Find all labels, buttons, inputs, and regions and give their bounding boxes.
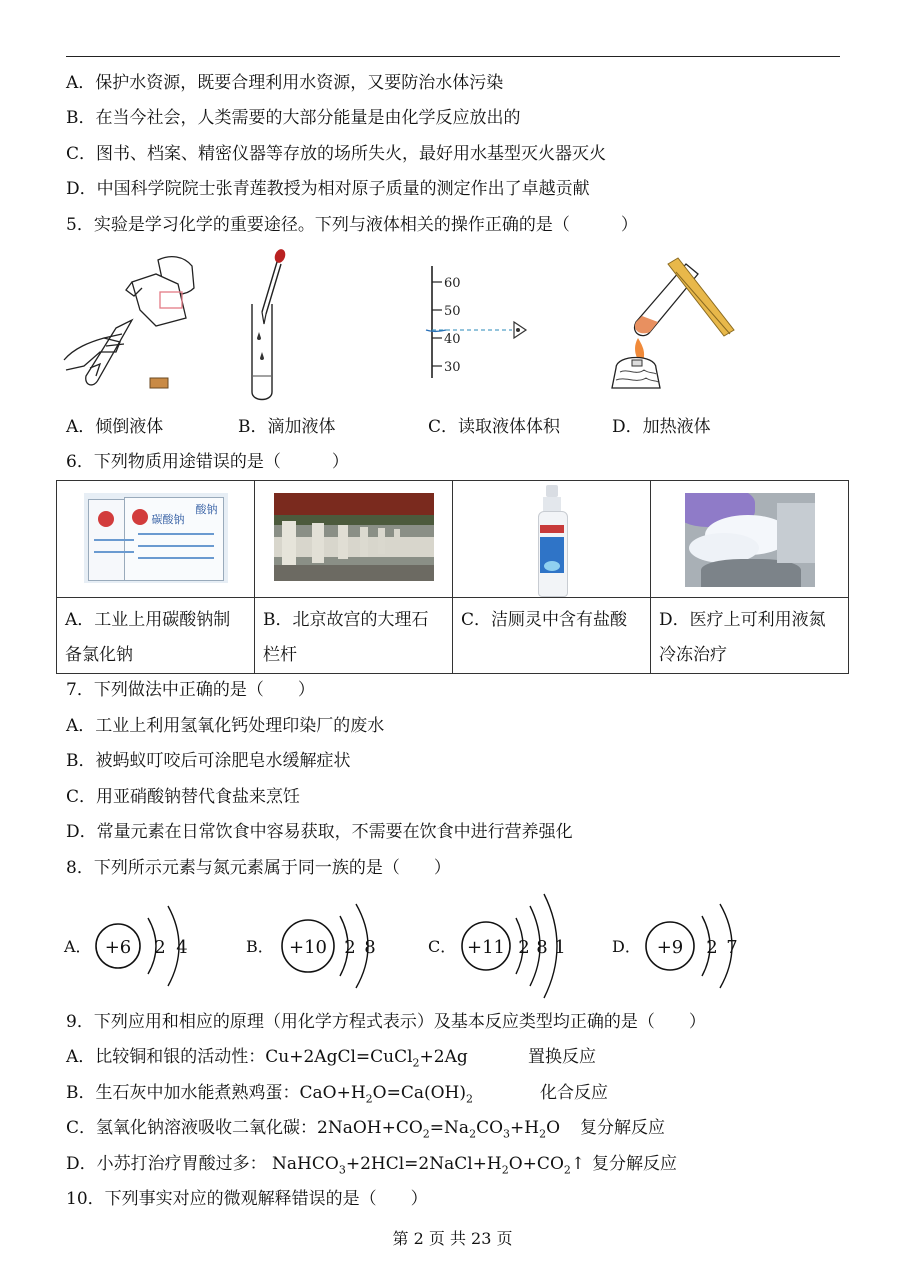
q9-option-b-equation: B．生石灰中加水能煮熟鸡蛋：CaO+H bbox=[66, 1083, 366, 1103]
atom-diagram-d bbox=[610, 898, 760, 994]
q5-option-d: D．加热液体 bbox=[612, 417, 711, 437]
atom-c-label: C． bbox=[428, 937, 457, 956]
q6-stem: 6．下列物质用途错误的是（ ） bbox=[66, 452, 349, 472]
atom-b-label: B． bbox=[246, 937, 274, 956]
q9-option-d-type: 复分解反应 bbox=[592, 1154, 677, 1174]
q7-option-c: C．用亚硝酸钠替代食盐来烹饪 bbox=[66, 787, 301, 807]
q9-option-a-equation: A．比较铜和银的活动性：Cu+2AgCl=CuCl bbox=[66, 1047, 413, 1067]
q6-image-cell-a bbox=[57, 481, 255, 598]
q4-option-b: B．在当今社会，人类需要的大部分能量是由化学反应放出的 bbox=[66, 108, 521, 128]
q9-option-c: C．氢氧化钠溶液吸收二氧化碳：$2NaOH+CO_2=Na_2CO_3+H_2O$ bbox=[66, 1118, 561, 1141]
q9-option-a: A．比较铜和银的活动性：Cu+2AgCl=CuCl$_2$+2Ag bbox=[66, 1047, 468, 1070]
q9-option-c-type: 复分解反应 bbox=[580, 1118, 665, 1138]
heating-liquid-figure bbox=[606, 256, 736, 396]
q6-option-a: A．工业上用碳酸钠制备氯化钠 bbox=[57, 598, 255, 674]
q9-option-b: B．生石灰中加水能煮熟鸡蛋：$CaO+H_2O=Ca(OH)_2$ bbox=[66, 1083, 474, 1106]
q5-option-c: C．读取液体体积 bbox=[428, 417, 561, 437]
q5-option-a: A．倾倒液体 bbox=[66, 417, 164, 437]
atom-d-label: D． bbox=[612, 937, 641, 956]
atom-b-nucleus: +10 bbox=[289, 937, 327, 958]
cylinder-tick-30: 30 bbox=[444, 360, 461, 375]
q5-stem: 5．实验是学习化学的重要途径。下列与液体相关的操作正确的是（ ） bbox=[66, 215, 638, 235]
atom-c-nucleus: +11 bbox=[467, 937, 505, 958]
atom-d-shell-2: 7 bbox=[726, 937, 738, 958]
page-footer: 第 2 页 共 23 页 bbox=[392, 1229, 513, 1248]
liquid-nitrogen-image bbox=[685, 493, 815, 587]
q6-option-c: C．洁厕灵中含有盐酸 bbox=[453, 598, 651, 674]
graduated-cylinder-figure bbox=[422, 266, 532, 384]
q9-stem: 9．下列应用和相应的原理（用化学方程式表示）及基本反应类型均正确的是（ ） bbox=[66, 1012, 706, 1032]
q4-option-a: A．保护水资源，既要合理利用水资源，又要防治水体污染 bbox=[66, 73, 504, 93]
q9-option-b-type: 化合反应 bbox=[540, 1083, 608, 1103]
q6-option-b: B．北京故宫的大理石栏杆 bbox=[255, 598, 453, 674]
q9-option-d-equation: D．小苏打治疗胃酸过多： NaHCO bbox=[66, 1154, 339, 1174]
dropper-figure bbox=[244, 246, 294, 406]
cylinder-tick-40: 40 bbox=[444, 332, 461, 347]
atom-a-label: A． bbox=[64, 937, 92, 956]
q9-option-c-equation: C．氢氧化钠溶液吸收二氧化碳：2NaOH+CO bbox=[66, 1118, 423, 1138]
atom-b-shell-1: 2 bbox=[344, 937, 356, 958]
pour-liquid-figure bbox=[60, 248, 210, 396]
atom-a-shell-2: 4 bbox=[176, 937, 188, 958]
q7-option-d: D．常量元素在日常饮食中容易获取，不需要在饮食中进行营养强化 bbox=[66, 822, 573, 842]
atom-diagram-a bbox=[60, 898, 210, 994]
q10-stem: 10．下列事实对应的微观解释错误的是（ ） bbox=[66, 1189, 428, 1209]
atom-a-shell-1: 2 bbox=[154, 937, 166, 958]
q7-stem: 7．下列做法中正确的是（ ） bbox=[66, 680, 315, 700]
q6-image-cell-c bbox=[453, 481, 651, 598]
header-rule bbox=[66, 56, 840, 57]
q4-option-c: C．图书、档案、精密仪器等存放的场所失火，最好用水基型灭火器灭火 bbox=[66, 144, 607, 164]
bag-label-main: 碳酸钠 bbox=[151, 513, 185, 526]
toilet-cleaner-bottle-image bbox=[532, 485, 572, 597]
atom-a-nucleus: +6 bbox=[104, 937, 132, 958]
q4-option-d: D．中国科学院院士张青莲教授为相对原子质量的测定作出了卓越贡献 bbox=[66, 179, 590, 199]
atom-diagram-c bbox=[426, 890, 586, 1000]
cylinder-tick-50: 50 bbox=[444, 304, 461, 319]
q6-table bbox=[56, 480, 849, 674]
q6-image-cell-b bbox=[255, 481, 453, 598]
bag-label-back: 酸钠 bbox=[195, 503, 218, 516]
atom-c-shell-3: 1 bbox=[554, 937, 566, 958]
q9-option-a-type: 置换反应 bbox=[528, 1047, 596, 1067]
q9-option-d: D．小苏打治疗胃酸过多： $NaHCO_3+2HCl=2NaCl+H_2O+CO_2↑$ bbox=[66, 1154, 586, 1177]
marble-railing-image bbox=[274, 493, 434, 581]
q7-option-b: B．被蚂蚁叮咬后可涂肥皂水缓解症状 bbox=[66, 751, 351, 771]
q5-option-b: B．滴加液体 bbox=[238, 417, 336, 437]
atom-c-shell-2: 8 bbox=[536, 937, 548, 958]
q6-option-d: D．医疗上可利用液氮冷冻治疗 bbox=[651, 598, 849, 674]
atom-b-shell-2: 8 bbox=[364, 937, 376, 958]
q6-image-cell-d bbox=[651, 481, 849, 598]
cylinder-tick-60: 60 bbox=[444, 276, 461, 291]
atom-c-shell-1: 2 bbox=[518, 937, 530, 958]
q7-option-a: A．工业上利用氢氧化钙处理印染厂的废水 bbox=[66, 716, 385, 736]
atom-diagram-b bbox=[244, 898, 394, 994]
q8-stem: 8．下列所示元素与氮元素属于同一族的是（ ） bbox=[66, 858, 451, 878]
atom-d-nucleus: +9 bbox=[656, 937, 684, 958]
sodium-carbonate-bags-image bbox=[84, 493, 228, 583]
atom-d-shell-1: 2 bbox=[706, 937, 718, 958]
